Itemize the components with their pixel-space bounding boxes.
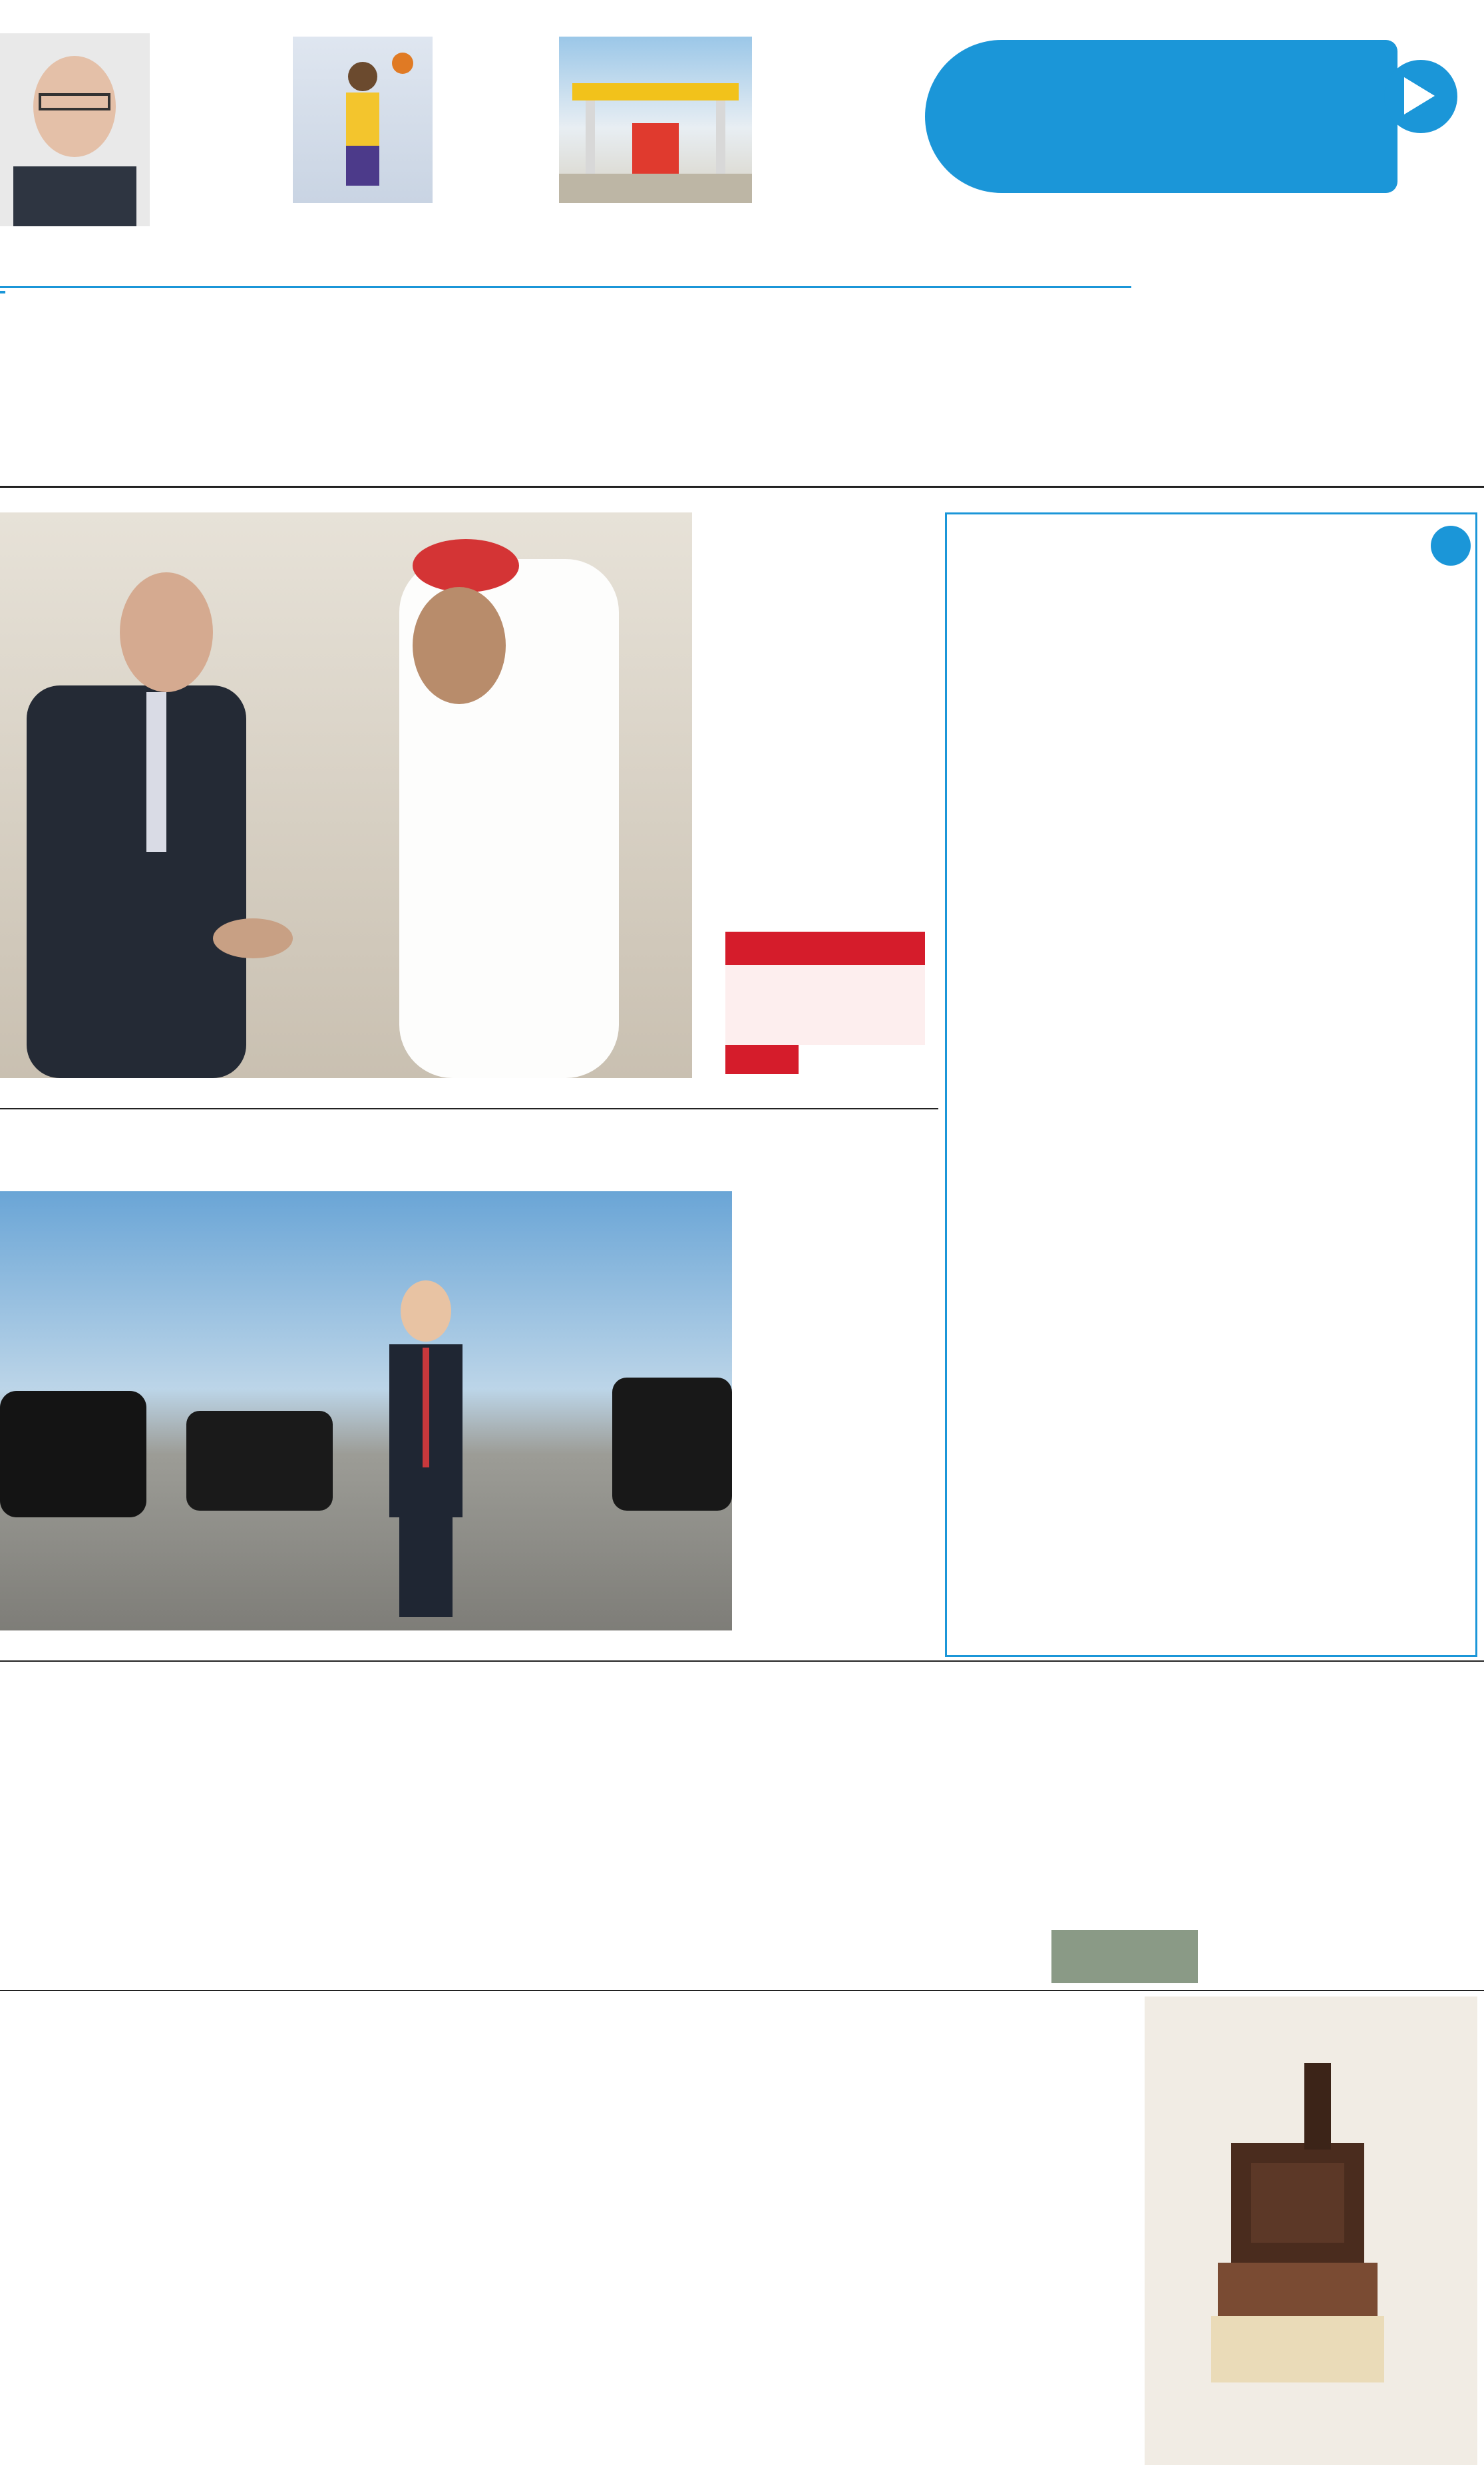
teaser-3[interactable] xyxy=(160,40,279,47)
hamas-text xyxy=(1224,1784,1477,1983)
handshake-photo-icon xyxy=(0,512,692,1078)
date-bar xyxy=(0,286,1131,313)
editorial-column-right xyxy=(1218,646,1464,1644)
trump-photo xyxy=(0,1191,732,1630)
basketball-photo xyxy=(293,37,433,203)
basketball-player-icon xyxy=(293,37,433,203)
chocolate-icon xyxy=(1171,2050,1437,2422)
hamas-photo xyxy=(1051,1930,1198,1983)
trump-airport-icon xyxy=(0,1191,732,1630)
logo-background xyxy=(925,40,1397,193)
trump-story-text xyxy=(765,1191,925,1684)
fuel-station-icon xyxy=(559,37,752,203)
hamas-text-2 xyxy=(952,1784,1205,1930)
portrait-icon xyxy=(0,33,150,226)
weekly-label xyxy=(725,932,925,965)
story1-text xyxy=(725,512,925,925)
fuel-station-photo xyxy=(559,37,752,203)
masthead-logo-block xyxy=(918,27,1484,289)
weekly-title[interactable] xyxy=(725,965,925,1045)
gates-photo xyxy=(0,33,150,226)
patchi-ad[interactable] xyxy=(1145,1996,1477,2465)
yemen-text xyxy=(0,2130,346,2465)
logo-play-icon xyxy=(1384,60,1457,133)
netanyahu-text xyxy=(672,2356,858,2462)
salam-photo xyxy=(0,512,692,1078)
editorial-column-left xyxy=(958,646,1205,1577)
teaser-1[interactable] xyxy=(762,40,902,47)
teaser-2[interactable] xyxy=(439,40,539,47)
top-strip xyxy=(0,0,1484,24)
smotrich-text xyxy=(0,1730,925,1943)
weekly-page xyxy=(725,1045,799,1074)
editorial-logo-icon xyxy=(1431,526,1471,566)
